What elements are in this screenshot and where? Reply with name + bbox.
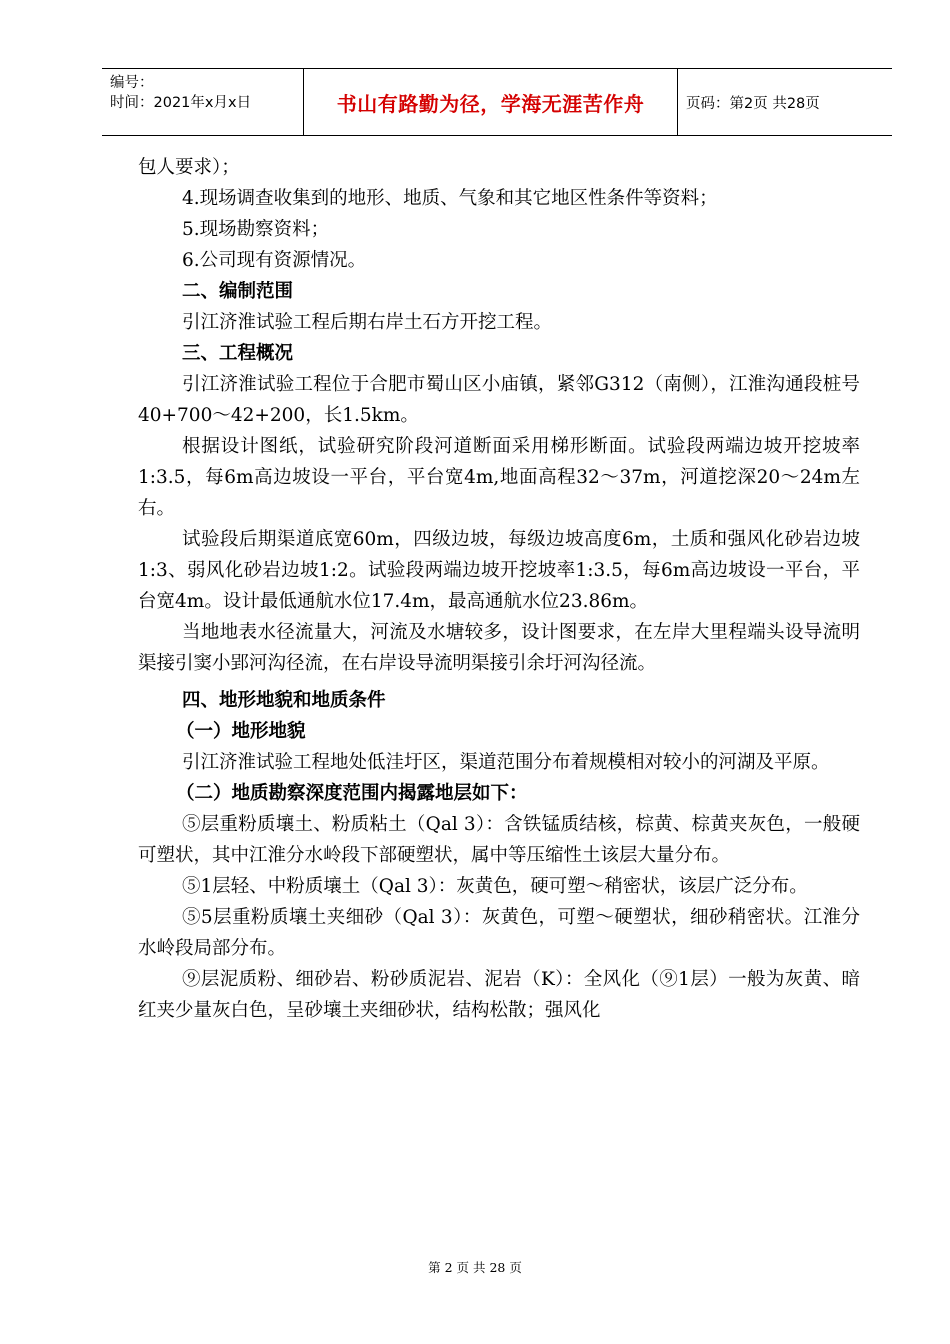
paragraph: 当地地表水径流量大，河流及水塘较多，设计图要求，在左岸大里程端头设导流明渠接引窦小郢河沟径流，在右岸设导流明渠接引余圩河沟径流。 bbox=[138, 622, 860, 674]
list-item: 4.现场调查收集到的地形、地质、气象和其它地区性条件等资料； bbox=[182, 188, 718, 209]
paragraph: ⑨层泥质粉、细砂岩、粉砂质泥岩、泥岩（K）：全风化（⑨1层）一般为灰黄、暗红夹少量灰白色，呈砂壤土夹细砂状，结构松散；强风化 bbox=[138, 969, 860, 1021]
header-motto: 书山有路勤为径，学海无涯苦作舟 bbox=[336, 91, 645, 116]
paragraph: ⑤1层轻、中粉质壤土（Qal 3）：灰黄色，硬可塑～稍密状，该层广泛分布。 bbox=[182, 876, 808, 897]
section-heading: 三、工程概况 bbox=[182, 343, 294, 364]
subsection-heading: （一）地形地貌 bbox=[176, 721, 306, 742]
paragraph: 根据设计图纸，试验研究阶段河道断面采用梯形断面。试验段两端边坡开挖坡率1:3.5，每6m高边坡设一平台，平台宽4m,地面高程32～37m，河道挖深20～24m左右。 bbox=[138, 436, 860, 519]
page-header bbox=[102, 68, 892, 136]
header-motto-cell bbox=[304, 69, 678, 135]
header-page-info: 页码：第2页 共28页 bbox=[686, 95, 820, 112]
document-body bbox=[138, 152, 860, 1026]
page-footer: 第 2 页 共 28 页 bbox=[428, 1260, 522, 1275]
paragraph: 试验段后期渠道底宽60m，四级边坡，每级边坡高度6m，土质和强风化砂岩边坡1:3、弱风化砂岩边坡1:2。试验段两端边坡开挖坡率1:3.5，每6m高边坡设一平台，平台宽4m。设计最低通航水位17.4m，最高通航水位23.86m。 bbox=[138, 529, 860, 612]
paragraph: 包人要求）； bbox=[138, 157, 240, 178]
subsection-heading: （二）地质勘察深度范围内揭露地层如下： bbox=[176, 783, 528, 804]
paragraph: 引江济淮试验工程位于合肥市蜀山区小庙镇，紧邻G312（南侧），江淮沟通段桩号40+700～42+200，长1.5km。 bbox=[138, 374, 860, 426]
paragraph: ⑤层重粉质壤土、粉质粘土（Qal 3）：含铁锰质结核，棕黄、棕黄夹灰色，一般硬可塑状，其中江淮分水岭段下部硬塑状，属中等压缩性土该层大量分布。 bbox=[138, 814, 860, 866]
header-meta-cell bbox=[102, 69, 304, 135]
list-item: 6.公司现有资源情况。 bbox=[182, 250, 367, 271]
section-heading: 二、编制范围 bbox=[182, 281, 294, 302]
list-item: 5.现场勘察资料； bbox=[182, 219, 330, 240]
document-time-label: 时间：2021年x月x日 bbox=[110, 95, 252, 111]
document-number-label: 编号： bbox=[110, 75, 154, 91]
paragraph: 引江济淮试验工程地处低洼圩区，渠道范围分布着规模相对较小的河湖及平原。 bbox=[182, 752, 830, 773]
paragraph: 引江济淮试验工程后期右岸土石方开挖工程。 bbox=[182, 312, 553, 333]
section-heading: 四、地形地貌和地质条件 bbox=[182, 690, 386, 711]
paragraph: ⑤5层重粉质壤土夹细砂（Qal 3）：灰黄色，可塑～硬塑状，细砂稍密状。江淮分水岭段局部分布。 bbox=[138, 907, 860, 959]
